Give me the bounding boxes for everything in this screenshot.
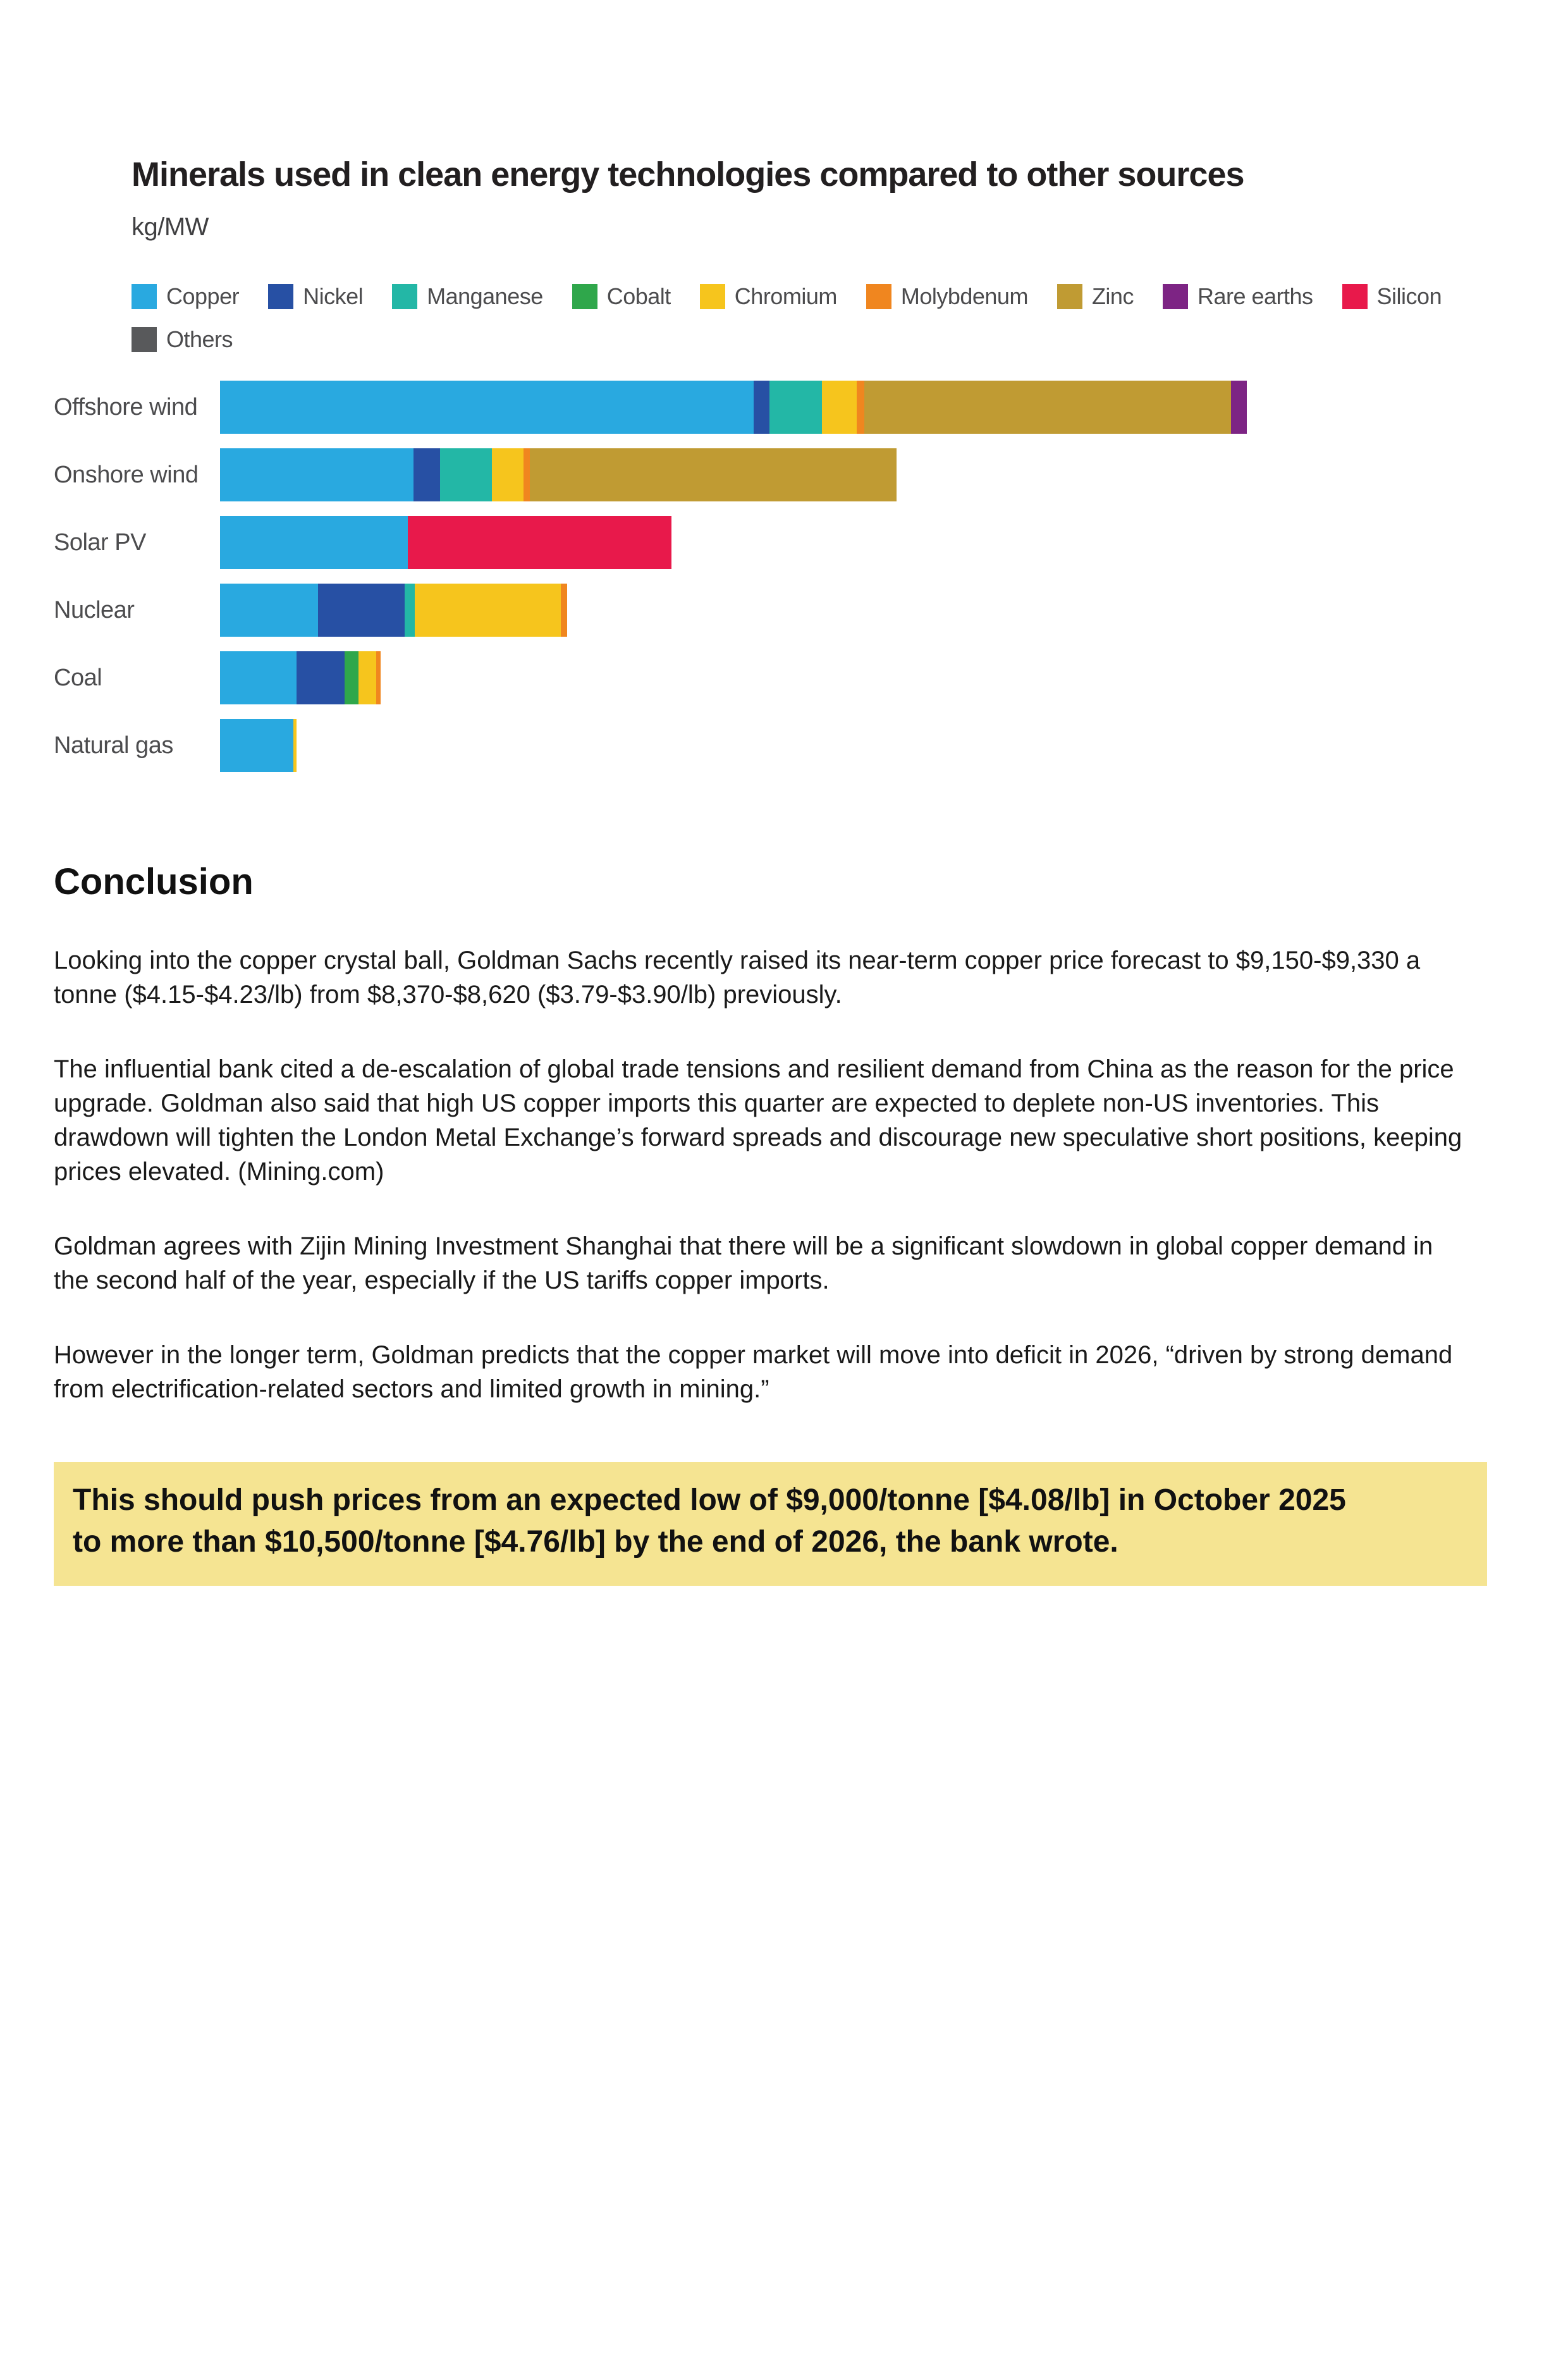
paragraph-reasoning: The influential bank cited a de-escalation of global trade tensions and resilient demand from China as the reason for the price upgrade. Goldman also said that high US copper imports this quarter are expected to deplete non-US inventories. This drawdown will tighten the London Metal Exchange’s forward spreads and discourage new speculative short positions, keeping prices elevated. (Mining.com) [54,1055,1462,1186]
bar-track [220,719,1287,772]
chart-row-onshore-wind [54,448,1514,501]
bar-segment-nickel [297,651,345,704]
legend-swatch-icon [268,284,293,309]
bar-segment-copper [220,448,413,501]
legend-item-others [132,326,233,353]
legend-swatch-icon [1163,284,1188,309]
bar-segment-chromium [822,381,857,434]
bar-segment-chromium [293,719,297,772]
bar-segment-chromium [492,448,524,501]
legend-item-nickel [268,283,363,310]
legend-swatch-icon [866,284,891,309]
legend-item-chromium [700,283,837,310]
bar-track [220,516,1287,569]
bar-label: Coal [54,664,102,691]
highlight-text: This should push prices from an expected low of $9,000/tonne [$4.08/lb] in October 2025 to more than $10,500/tonne [$4.76/lb] by the end of 2026, the bank wrote. [73,1483,1346,1559]
page [0,155,1568,2373]
chart-title: Minerals used in clean energy technologies compared to other sources [132,156,1244,193]
legend-label: Copper [166,283,240,309]
legend-item-molybdenum [866,283,1028,310]
chart-row-natural-gas [54,719,1514,772]
chart-legend [132,283,1514,353]
bar-track [220,584,1287,637]
chart-units-label: kg/MW [132,213,209,241]
legend-label: Chromium [734,283,837,309]
minerals-chart-figure [54,155,1514,772]
bar-segment-copper [220,381,754,434]
bar-segment-silicon [408,516,671,569]
bar-label: Solar PV [54,529,146,556]
article-section [54,861,1514,1586]
bar-segment-molybdenum [524,448,530,501]
legend-item-manganese [392,283,543,310]
document-page [0,155,1568,2373]
chart-row-nuclear [54,584,1514,637]
legend-label: Cobalt [606,283,671,309]
legend-swatch-icon [132,327,157,352]
legend-row [132,283,1514,310]
chart-row-coal [54,651,1514,704]
chart-row-offshore-wind [54,381,1514,434]
bar-label: Natural gas [54,732,173,759]
bar-segment-copper [220,719,293,772]
bar-segment-copper [220,516,408,569]
bar-segment-nickel [318,584,405,637]
bar-segment-rare-earths [1231,381,1247,434]
legend-row [132,326,1514,353]
bar-label: Onshore wind [54,461,199,488]
legend-item-silicon [1342,283,1442,310]
bar-segment-copper [220,651,297,704]
legend-label: Nickel [303,283,364,309]
bar-segment-cobalt [345,651,358,704]
legend-item-copper [132,283,239,310]
chart-row-solar-pv [54,516,1514,569]
legend-swatch-icon [572,284,597,309]
bar-track [220,448,1287,501]
paragraph-zijin: Goldman agrees with Zijin Mining Investment Shanghai that there will be a significant slowdown in global copper demand in the second half of the year, especially if the US tariffs copper imports. [54,1232,1433,1294]
bar-track [220,651,1287,704]
bar-segment-manganese [440,448,492,501]
paragraph-forecast: Looking into the copper crystal ball, Goldman Sachs recently raised its near-term copper price forecast to $9,150-$9,330 a tonne ($4.15-$4.23/lb) from $8,370-$8,620 ($3.79-$3.90/lb) previously. [54,947,1421,1009]
legend-item-cobalt [572,283,671,310]
bar-segment-zinc [864,381,1231,434]
bar-segment-molybdenum [857,381,864,434]
highlight-box [54,1462,1487,1586]
bar-segment-nickel [754,381,769,434]
bar-segment-copper [220,584,318,637]
legend-label: Molybdenum [900,283,1028,309]
legend-label: Zinc [1091,283,1134,309]
chart-bars-area [54,381,1514,772]
paragraph-deficit: However in the longer term, Goldman predicts that the copper market will move into deficit in 2026, “driven by strong demand from electrification-related sectors and limited growth in mining.” [54,1341,1453,1403]
legend-item-rare-earths [1163,283,1313,310]
legend-label: Manganese [427,283,543,309]
legend-swatch-icon [1057,284,1082,309]
bar-segment-chromium [415,584,561,637]
legend-swatch-icon [392,284,417,309]
legend-swatch-icon [700,284,725,309]
legend-label: Silicon [1376,283,1442,309]
bar-segment-nickel [413,448,440,501]
bar-segment-molybdenum [561,584,568,637]
legend-label: Others [166,326,233,352]
legend-swatch-icon [1342,284,1368,309]
legend-swatch-icon [132,284,157,309]
bar-label: Nuclear [54,596,135,623]
bar-track [220,381,1287,434]
bar-segment-chromium [358,651,376,704]
bar-label: Offshore wind [54,393,198,420]
bar-segment-manganese [405,584,415,637]
bar-segment-zinc [530,448,897,501]
bar-segment-molybdenum [376,651,381,704]
conclusion-heading: Conclusion [54,861,254,902]
legend-label: Rare earths [1197,283,1313,309]
legend-item-zinc [1057,283,1134,310]
bar-segment-manganese [769,381,822,434]
